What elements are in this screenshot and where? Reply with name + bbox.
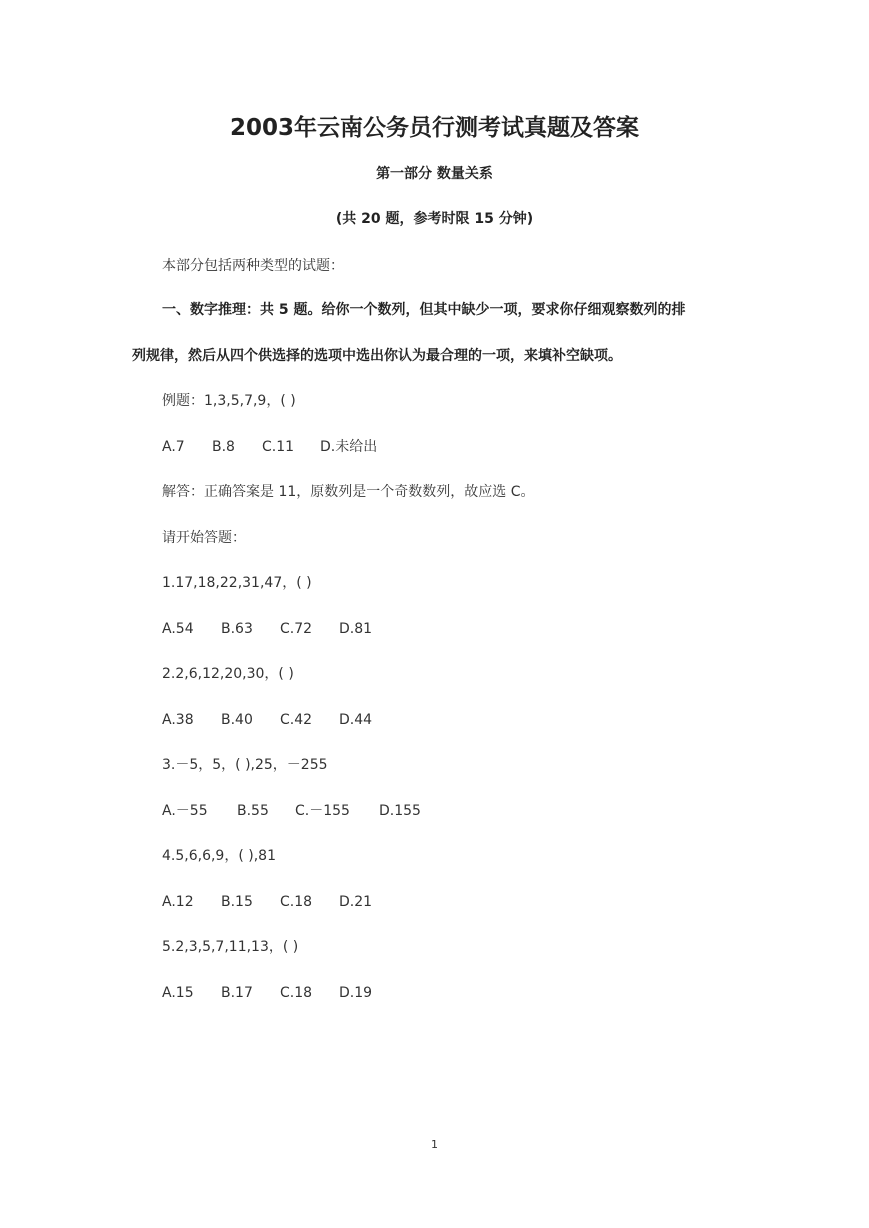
- option: D.44: [339, 712, 373, 728]
- option: D.19: [339, 985, 373, 1001]
- section-heading-line1: 一、数字推理：共 5 题。给你一个数列，但其中缺少一项，要求你仔细观察数列的排: [162, 302, 686, 318]
- question-4-options: [162, 891, 372, 913]
- question-3: 3.－5，5，( ),25，－255: [162, 757, 328, 773]
- option: B.63: [221, 621, 253, 637]
- question-4: 4.5,6,6,9，( ),81: [162, 848, 276, 864]
- option: A.7: [162, 439, 185, 455]
- option: C.11: [262, 439, 295, 455]
- part-note: (共 20 题，参考时限 15 分钟): [335, 211, 534, 227]
- option: A.15: [162, 985, 194, 1001]
- option: C.－155: [295, 803, 350, 819]
- start-prompt: 请开始答题：: [162, 530, 246, 546]
- option: C.42: [280, 712, 313, 728]
- question-1: 1.17,18,22,31,47，( ): [162, 575, 312, 591]
- option: C.18: [280, 894, 313, 910]
- option: A.－55: [162, 803, 208, 819]
- example-answer: 解答：正确答案是 11，原数列是一个奇数数列，故应选 C。: [162, 484, 535, 500]
- section-heading-line2: 列规律，然后从四个供选择的选项中选出你认为最合理的一项，来填补空缺项。: [132, 348, 622, 364]
- option: D.21: [339, 894, 373, 910]
- question-1-options: [162, 618, 372, 640]
- option: B.40: [221, 712, 253, 728]
- option: B.8: [212, 439, 235, 455]
- option: A.12: [162, 894, 194, 910]
- option: C.72: [280, 621, 313, 637]
- page-number: 1: [431, 1138, 438, 1151]
- example-options: [162, 436, 377, 458]
- option: A.38: [162, 712, 194, 728]
- option: C.18: [280, 985, 313, 1001]
- question-5-options: [162, 982, 372, 1004]
- question-2: 2.2,6,12,20,30，( ): [162, 666, 294, 682]
- option: D.155: [379, 803, 421, 819]
- option: D.未给出: [320, 439, 378, 455]
- option: D.81: [339, 621, 373, 637]
- question-3-options: [162, 800, 421, 822]
- question-5: 5.2,3,5,7,11,13，( ): [162, 939, 299, 955]
- option: B.17: [221, 985, 253, 1001]
- question-2-options: [162, 709, 372, 731]
- option: B.15: [221, 894, 253, 910]
- document-title: 2003年云南公务员行测考试真题及答案: [229, 115, 639, 141]
- example-question: 例题：1,3,5,7,9，( ): [162, 393, 296, 409]
- intro-text: 本部分包括两种类型的试题：: [162, 258, 344, 274]
- option: A.54: [162, 621, 194, 637]
- part-title: 第一部分 数量关系: [376, 166, 493, 182]
- option: B.55: [237, 803, 269, 819]
